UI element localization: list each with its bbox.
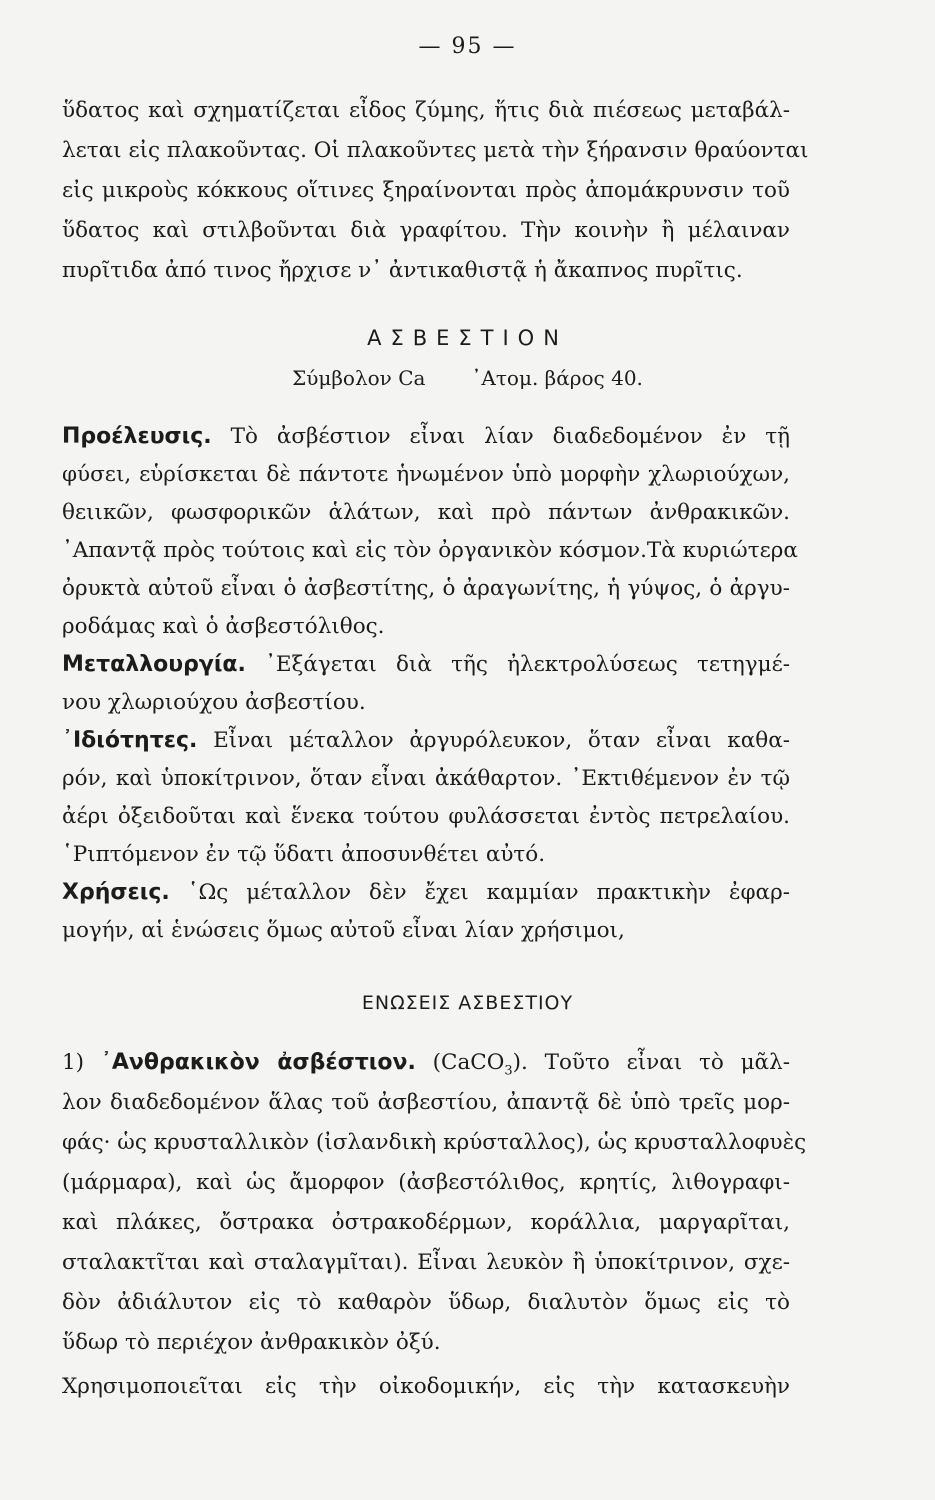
- atomic-weight: ᾽Ατομ. βάρος 40.: [471, 366, 643, 390]
- paragraph-uses-first: [62, 878, 790, 908]
- text-line: λεται εἰς πλακοῦντας. Οἱ πλακοῦντες μετὰ τὴν ξήρανσιν θραύονται: [62, 138, 809, 163]
- text-line: ὕδατος καὶ σχηματίζεται εἶδος ζύμης, ἥτις διὰ πιέσεως μεταβάλ-: [62, 98, 790, 123]
- item-number: 1): [62, 1050, 85, 1075]
- text-line: ῾Ριπτόμενον ἐν τῷ ὕδατι ἀποσυνθέτει αὐτό.: [62, 842, 546, 867]
- text-line: ρόν, καὶ ὑποκίτρινον, ὅταν εἶναι ἀκάθαρτον. ᾽Εκτιθέμενον ἐν τῷ: [62, 766, 790, 791]
- subsection-title: ΕΝΩΣΕΙΣ ΑΣΒΕΣΤΙΟΥ: [361, 992, 574, 1014]
- paragraph-properties-first: [62, 726, 790, 756]
- paragraph-text: ᾽Εξάγεται διὰ τῆς ἠλεκτρολύσεως τετηγμέ-: [265, 652, 790, 677]
- text-line: μογήν, αἱ ἑνώσεις ὅμως αὐτοῦ εἶναι λίαν χρήσιμοι,: [62, 918, 625, 943]
- paragraph-heading: Χρήσεις.: [62, 880, 170, 905]
- text-line: ᾽Απαντᾷ πρὸς τούτοις καὶ εἰς τὸν ὀργανικὸν κόσμον.Τὰ κυριώτερα: [62, 538, 798, 563]
- compound-formula: (CaCO$_3$).: [432, 1050, 528, 1079]
- paragraph-text: Εἶναι μέταλλον ἀργυρόλευκον, ὅταν εἶναι καθα-: [213, 728, 790, 753]
- text-line: λον διαδεδομένον ἅλας τοῦ ἀσβεστίου, ἀπαντᾷ δὲ ὑπὸ τρεῖς μορ-: [62, 1090, 790, 1115]
- page-number: — 95 —: [418, 34, 517, 59]
- paragraph-heading: ᾽Ιδιότητες.: [62, 728, 198, 753]
- text-line: ἀέρι ὀξειδοῦται καὶ ἕνεκα τούτου φυλάσσεται ἐντὸς πετρελαίου.: [62, 804, 790, 829]
- paragraph-heading: Μεταλλουργία.: [62, 652, 246, 677]
- text-line: πυρῖτιδα ἀπό τινος ἤρχισε ν᾽ ἀντικαθιστᾷ ἡ ἄκαπνος πυρῖτις.: [62, 258, 743, 283]
- paragraph-text: Τοῦτο εἶναι τὸ μᾶλ-: [544, 1050, 790, 1075]
- text-line: (μάρμαρα), καὶ ὡς ἄμορφον (ἀσβεστόλιθος, κρητίς, λιθογραφι-: [62, 1170, 790, 1195]
- paragraph-origin-first: [62, 422, 790, 452]
- text-line: ροδάμας καὶ ὁ ἀσβεστόλιθος.: [62, 614, 385, 639]
- paragraph-metallurgy-first: [62, 650, 790, 680]
- text-line: ὕδωρ τὸ περιέχον ἀνθρακικὸν ὀξύ.: [62, 1330, 441, 1355]
- paragraph-text: Τὸ ἀσβέστιον εἶναι λίαν διαδεδομένον ἐν τῇ: [230, 424, 790, 449]
- text-line: νου χλωριούχου ἀσβεστίου.: [62, 690, 366, 715]
- text-line: ὀρυκτὰ αὐτοῦ εἶναι ὁ ἀσβεστίτης, ὁ ἀραγωνίτης, ἡ γύψος, ὁ ἀργυ-: [62, 576, 790, 601]
- text-line: φάς· ὡς κρυσταλλικὸν (ἰσλανδικὴ κρύσταλλος), ὡς κρυσταλλοφυὲς: [62, 1130, 807, 1155]
- compound-item-first: [62, 1048, 790, 1086]
- text-line: καὶ πλάκες, ὄστρακα ὀστρακοδέρμων, κοράλλια, μαργαρῖται,: [62, 1210, 790, 1235]
- text-line-last: Χρησιμοποιεῖται εἰς τὴν οἰκοδομικήν, εἰς τὴν κατασκευὴν: [62, 1374, 790, 1399]
- compound-name: ᾽Ανθρακικὸν ἀσβέστιον.: [100, 1050, 416, 1075]
- text-line: σταλακτῖται καὶ σταλαγμῖται). Εἶναι λευκὸν ἢ ὑποκίτρινον, σχε-: [62, 1250, 790, 1275]
- text-line: εἰς μικροὺς κόκκους οἵτινες ξηραίνονται πρὸς ἀπομάκρυνσιν τοῦ: [62, 178, 790, 203]
- text-line: φύσει, εὑρίσκεται δὲ πάντοτε ἡνωμένον ὑπὸ μορφὴν χλωριούχων,: [62, 462, 790, 487]
- element-info: [0, 366, 935, 390]
- section-title: ΑΣΒΕΣΤΙΟΝ: [367, 326, 568, 350]
- element-symbol: Σύμβολον Ca: [292, 366, 426, 390]
- paragraph-heading: Προέλευσις.: [62, 424, 212, 449]
- text-line: ὕδατος καὶ στιλβοῦνται διὰ γραφίτου. Τὴν κοινὴν ἢ μέλαιναν: [62, 218, 790, 243]
- text-line: θειικῶν, φωσφορικῶν ἁλάτων, καὶ πρὸ πάντων ἀνθρακικῶν.: [62, 500, 790, 525]
- text-line: δὸν ἀδιάλυτον εἰς τὸ καθαρὸν ὕδωρ, διαλυτὸν ὅμως εἰς τὸ: [62, 1290, 790, 1315]
- paragraph-text: ῾Ως μέταλλον δὲν ἔχει καμμίαν πρακτικὴν ἐφαρ-: [187, 880, 790, 905]
